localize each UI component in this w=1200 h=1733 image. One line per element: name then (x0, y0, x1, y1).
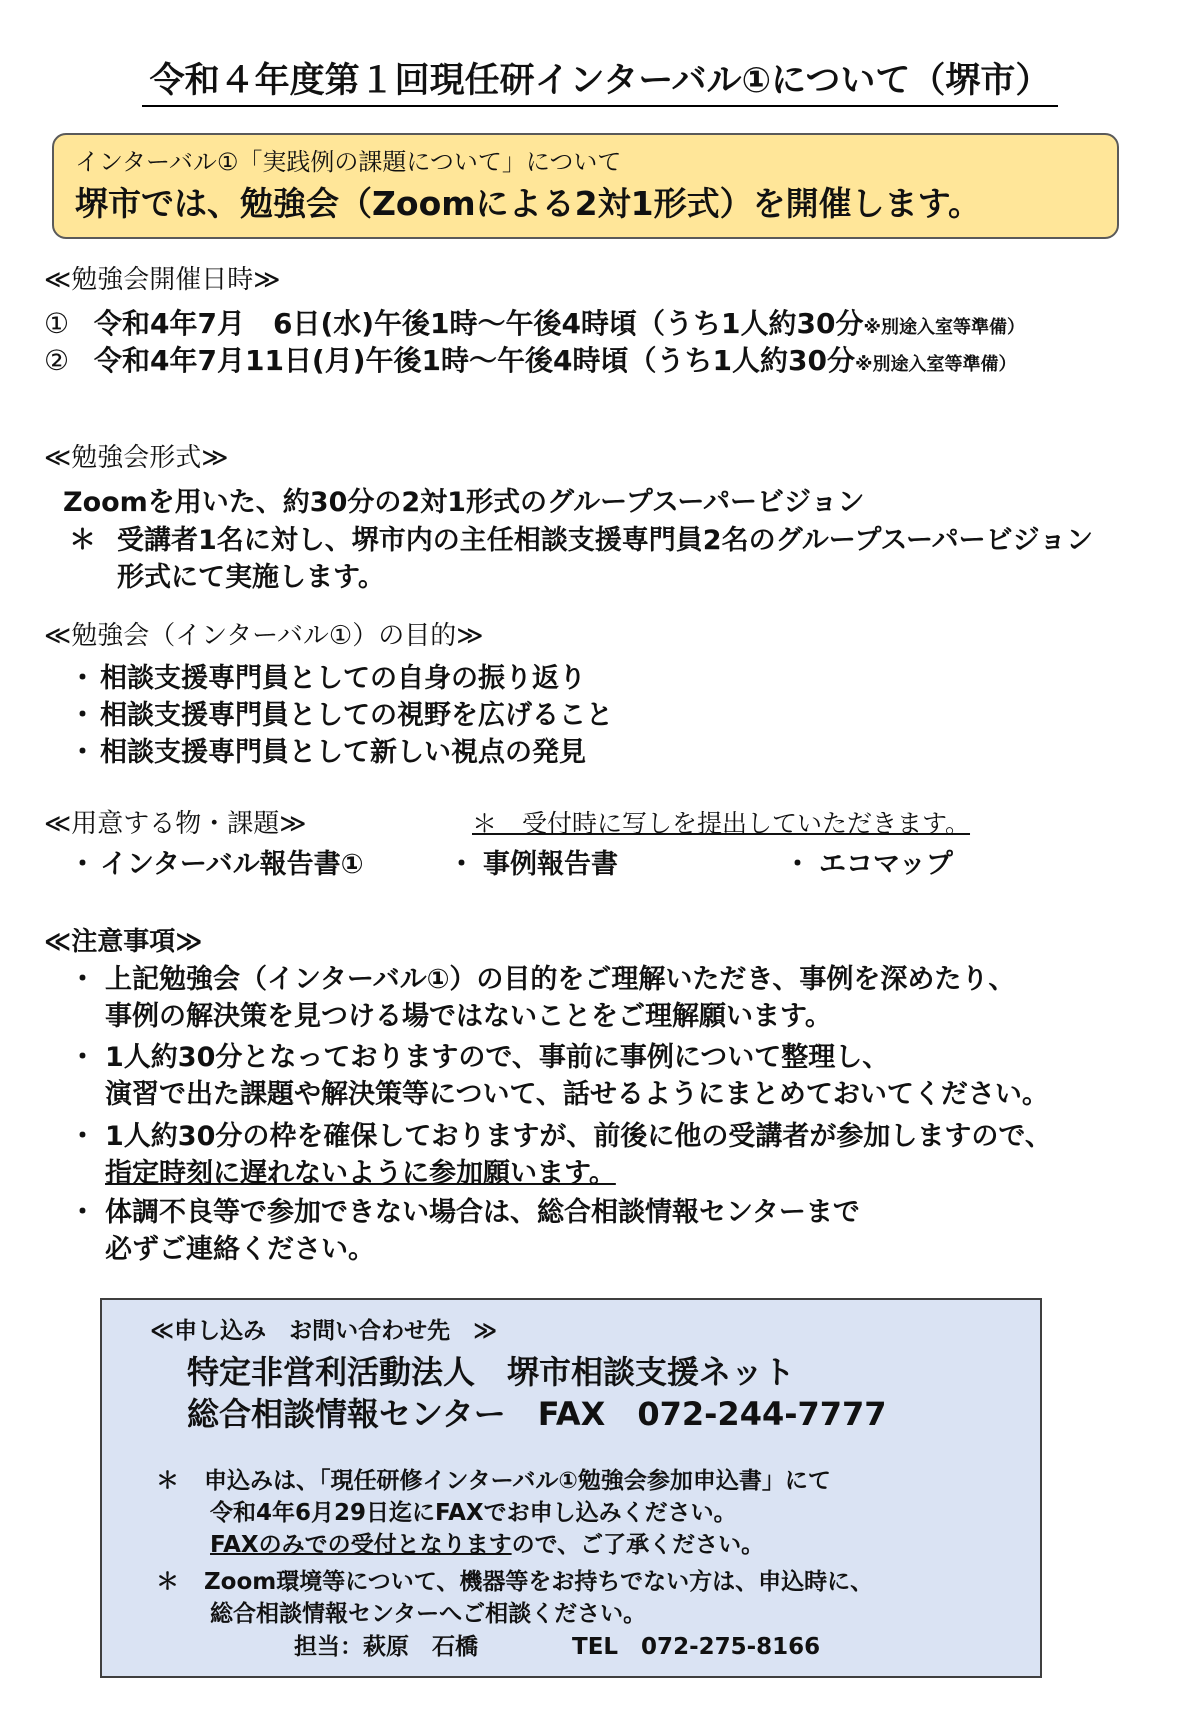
contact-note-lines (204, 1566, 873, 1630)
contact-staff: 担当：萩原 石橋 (294, 1634, 478, 1660)
purpose-item-text: 相談支援専門員としての自身の振り返り (100, 663, 586, 694)
format-note-line: 形式にて実施します。 (117, 562, 385, 593)
contact-note-after-underlined: ので、ご了承ください。 (511, 1532, 765, 1558)
session-datetime: 令和4年7月11日(月)午後1時～午後4時頃（うち1人約30分 (94, 344, 855, 377)
bullet: ・ (69, 849, 96, 880)
session-number: ① (44, 307, 70, 340)
notice-headline: 堺市では、勉強会（Zoomによる2対1形式）を開催します。 (75, 184, 981, 223)
bullet: ・ (69, 663, 96, 694)
bullet: ・ (69, 737, 96, 768)
page-title-text: 令和４年度第１回現任研インターバル①について（堺市） (142, 58, 1059, 107)
caution-underlined-line: 指定時刻に遅れないように参加願います。 (105, 1158, 616, 1189)
session-number: ② (44, 344, 70, 377)
caution-line: 必ずご連絡ください。 (105, 1234, 375, 1265)
purpose-item-text: 相談支援専門員として新しい視点の発見 (100, 737, 586, 768)
caution-line: 演習で出た課題や解決策等について、話せるようにまとめておいてください。 (105, 1079, 1049, 1110)
list-item (69, 734, 613, 771)
bullet: ・ (69, 964, 96, 995)
format-description: Zoomを用いた、約30分の2対1形式のグループスーパービジョン (63, 487, 865, 518)
caution-line: 1人約30分の枠を確保しておりますが、前後に他の受講者が参加しますので、 (105, 1121, 1052, 1152)
contact-box (100, 1298, 1042, 1678)
bullet: ・ (69, 700, 96, 731)
note-mark: ＊ (69, 525, 96, 556)
note-mark: ＊ (156, 1569, 179, 1595)
contact-note-line: 総合相談情報センターへご相談ください。 (210, 1601, 647, 1627)
schedule-heading: ≪勉強会開催日時≫ (44, 265, 281, 295)
list-item (69, 697, 613, 734)
caution-item-4 (69, 1194, 860, 1268)
caution-lines (105, 961, 1015, 1035)
note-mark: ＊ (156, 1468, 179, 1494)
materials-item-3 (784, 846, 953, 883)
caution-lines (105, 1118, 1052, 1192)
notice-subtitle: インターバル①「実践例の課題について」について (75, 148, 622, 176)
contact-note-line (204, 1529, 831, 1561)
caution-lines (105, 1194, 860, 1268)
format-heading: ≪勉強会形式≫ (44, 443, 229, 473)
materials-item-text: エコマップ (819, 849, 953, 880)
purpose-list (69, 660, 613, 771)
list-item (69, 660, 613, 697)
contact-tel: TEL 072-275-8166 (572, 1634, 821, 1660)
session-note: ※別途入室等準備） (854, 354, 1017, 375)
schedule-session-1 (44, 306, 1025, 346)
contact-heading: ≪申し込み お問い合わせ先 ≫ (150, 1318, 498, 1344)
caution-item-2 (69, 1039, 1049, 1113)
contact-note-line: Zoom環境等について、機器等をお持ちでない方は、申込時に、 (204, 1569, 874, 1595)
bullet: ・ (784, 849, 811, 880)
contact-note-2 (156, 1566, 873, 1630)
notice-box (52, 133, 1119, 239)
session-note: ※別途入室等準備） (863, 317, 1025, 338)
contact-center-fax: 総合相談情報センター FAX 072-244-7777 (187, 1395, 887, 1433)
contact-note-line: 申込みは、「現任研修インターバル①勉強会参加申込書」にて (204, 1468, 831, 1494)
contact-note-underlined: FAXのみでの受付となります (210, 1532, 512, 1558)
purpose-heading: ≪勉強会（インターバル①）の目的≫ (44, 621, 484, 651)
materials-item-text: 事例報告書 (483, 849, 618, 880)
format-note (69, 522, 1093, 596)
caution-item-1 (69, 961, 1015, 1035)
contact-note-line: 令和4年6月29日迄にFAXでお申し込みください。 (210, 1500, 737, 1526)
bullet: ・ (69, 1121, 96, 1152)
format-note-line: 受講者1名に対し、堺市内の主任相談支援専門員2名のグループスーパービジョン (117, 525, 1094, 556)
contact-note-lines (204, 1465, 831, 1561)
caution-item-3 (69, 1118, 1052, 1192)
caution-line: 体調不良等で参加できない場合は、総合相談情報センターまで (105, 1197, 860, 1228)
session-datetime: 令和4年7月 6日(水)午後1時～午後4時頃（うち1人約30分 (94, 307, 864, 340)
caution-line: 事例の解決策を見つける場ではないことをご理解願います。 (105, 1001, 832, 1032)
format-note-lines (117, 522, 1093, 596)
caution-line: 1人約30分となっておりますので、事前に事例について整理し、 (105, 1042, 890, 1073)
page-title (60, 58, 1140, 107)
purpose-item-text: 相談支援専門員としての視野を広げること (100, 700, 613, 731)
contact-note-1 (156, 1465, 831, 1561)
contact-organization: 特定非営利活動法人 堺市相談支援ネット (187, 1353, 796, 1391)
bullet: ・ (69, 1197, 96, 1228)
materials-note: ＊ 受付時に写しを提出していただきます。 (472, 809, 971, 838)
materials-item-1 (69, 846, 363, 883)
schedule-session-2 (44, 343, 1016, 383)
bullet: ・ (69, 1042, 96, 1073)
materials-item-text: インターバル報告書① (100, 849, 364, 880)
bullet: ・ (448, 849, 475, 880)
cautions-heading: ≪注意事項≫ (44, 927, 203, 957)
caution-lines (105, 1039, 1049, 1113)
caution-line: 上記勉強会（インターバル①）の目的をご理解いただき、事例を深めたり、 (105, 964, 1016, 995)
materials-item-2 (448, 846, 618, 883)
materials-heading: ≪用意する物・課題≫ (44, 809, 307, 839)
